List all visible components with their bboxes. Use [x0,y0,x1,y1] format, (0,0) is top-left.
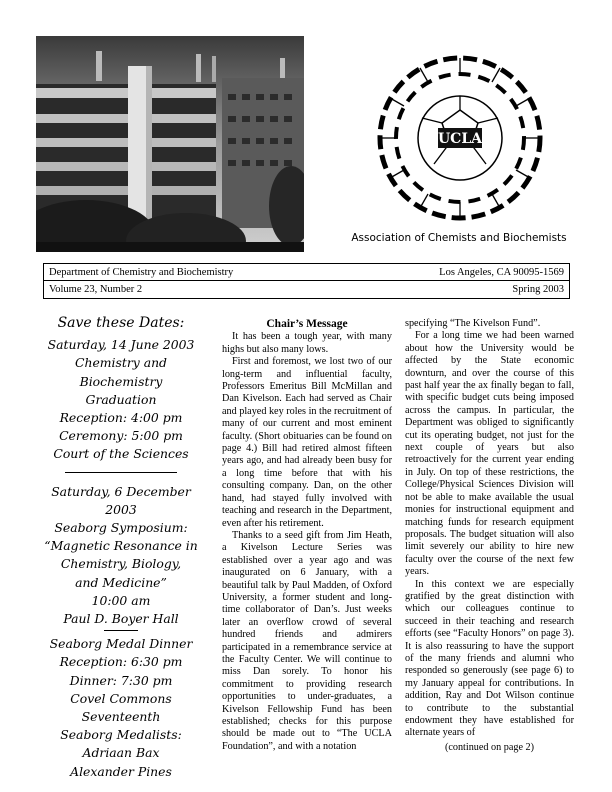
association-logo [360,48,560,228]
article-paragraph: It has been a tough year, with many highs but also many lows. [222,331,392,355]
building-photo [36,36,304,252]
article-title: Chair’s Message [266,318,348,330]
department-name: Department of Chemistry and Biochemistry [49,267,234,278]
location: Los Angeles, CA 90095-1569 [439,267,564,278]
divider [65,472,177,473]
event-line: Chemistry, Biology, [60,556,182,572]
masthead [43,263,570,299]
article-paragraph: For a long time we had been warned about how the University would be affected by the State economic downturn, and over the course of this past half year the ax finally began to fall, with specific budget cuts being imposed across the campus. In particular, the Department was obliged to significantly cut its operating budget, not just for the next couple of years but also retroactively for the current year ending in July. On top of these restrictions, the College/Physical Sciences Division will not be able to make available the usual monies for instructional equipment and matching funds for research equipment proposals. The budget situation will also limit severely our ability to hire new faculty over the course of the next few years. [405,330,574,578]
event-line: Seaborg Medal Dinner [49,636,193,652]
event-line: Chemistry and Biochemistry [74,355,167,389]
event-line: Seaborg Symposium: [54,520,188,536]
event-line: and Medicine” [75,574,167,590]
event-line: Dinner: 7:30 pm [69,672,173,688]
article-paragraph: First and foremost, we lost two of our long-term and influential faculty, Professors Emeritus Bill McMillan and Dan Kivelson. Each had served as Chair and played key roles in the recruitment of many of our current and most eminent faculty. (Short obituaries can be found on page 4.) Bill had retired almost fifteen years ago, and had already been busy for a long time before that with his consulting company. Dan, on the other hand, had stayed fully involved with teaching and research in the Department, even after his retirement. [222,356,393,529]
event-line: Reception: 6:30 pm [59,654,183,670]
article-column-2 [405,318,574,754]
divider [104,630,138,631]
continued-note: (continued on page 2) [444,741,535,753]
event-line: Alexander Pines [70,763,172,779]
article-paragraph: In this context we are especially gratified by the great distinction with which our colleagues continue to succeed in their teaching and research efforts (see “Faculty Honors” on page 3). It is also reassuring to have the support of the many friends and alumni who responded so generously (see page 6) to my January appeal for contributions. In addition, Ray and Dot Wilson continue to contribute to the substantial endowment they have established for alternate years of [405,578,574,739]
association-name: Association of Chemists and Biochemists [351,232,567,244]
event-line: Court of the Sciences [53,446,189,462]
save-dates-sidebar [36,314,206,781]
event-line: Graduation [85,391,157,407]
logo-text: UCLA [437,131,483,147]
event-line: Seventeenth [81,709,161,725]
save-dates-title: Save these Dates: [57,315,185,331]
event-line: 10:00 am [91,592,151,608]
event-line: Adriaan Bax [82,745,160,761]
event-line: “Magnetic Resonance in [44,538,198,554]
event-line: Reception: 4:00 pm [59,410,183,426]
event-line: Covel Commons [70,690,172,706]
event-line: Seaborg Medalists: [60,727,182,743]
article-paragraph: specifying “The Kivelson Fund”. [405,318,541,329]
event-line: Paul D. Boyer Hall [63,611,179,627]
event-line: Ceremony: 5:00 pm [59,428,183,444]
masthead-divider [44,280,569,281]
article-column-1 [222,318,392,753]
event-line: Saturday, 14 June 2003 [47,337,195,353]
event-line: Saturday, 6 December 2003 [51,483,191,517]
issue-season: Spring 2003 [512,284,564,295]
volume-number: Volume 23, Number 2 [49,284,143,295]
article-paragraph: Thanks to a seed gift from Jim Heath, a Kivelson Lecture Series was established over a year ago and was inaugurated on 6 January, with a beautiful talk by Paul Madden, of Oxford University, a former student and long-time collaborator of Dan’s. Just weeks later an overflow crowd of several hundred friends and admirers participated in a remembrance service at the Faculty Center. We will continue to miss Dan sorely. To honor his commitment to providing research opportunities to under-graduates, a Kivelson Fellowship Fund has been established; checks for this purpose should be made out to “The UCLA Foundation”, and with a notation [222,529,392,752]
